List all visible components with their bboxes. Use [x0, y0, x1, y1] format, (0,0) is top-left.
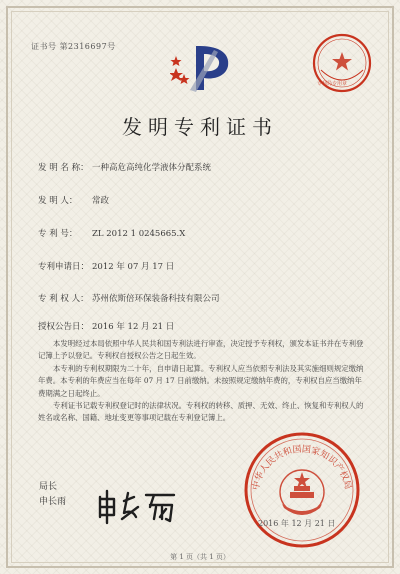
- body-paragraph: 专利证书记载专利权登记时的法律状况。专利权的转移、质押、无效、终止、恢复和专利权人的姓名或名称、国籍、地址变更等事项记载在专利登记簿上。: [38, 401, 364, 423]
- signature-role: 局长: [39, 482, 58, 492]
- handwritten-signature: [94, 487, 184, 527]
- issue-date: 2016 年 12 月 21 日: [258, 519, 336, 528]
- field-label: 专 利 号：: [38, 229, 78, 239]
- field-label: 发 明 人：: [38, 196, 78, 206]
- seal-arc-text: 中华人民共和国国家知识产权局: [251, 444, 353, 492]
- field-value: 2012 年 07 月 17 日: [92, 262, 175, 272]
- field-label: 授权公告日：: [38, 322, 90, 332]
- field-label: 专 利 权 人：: [38, 294, 89, 304]
- field-label: 专利申请日：: [38, 262, 90, 272]
- field-value: 常政: [92, 196, 110, 206]
- field-value: 苏州依斯倍环保装备科技有限公司: [92, 294, 220, 304]
- field-inventor: [38, 194, 109, 206]
- national-seal-icon: [242, 430, 362, 550]
- field-invention-name: [38, 161, 211, 173]
- signature-name: 申长雨: [39, 497, 67, 507]
- body-paragraph: 本专利的专利权期限为二十年，自申请日起算。专利权人应当依照专利法及其实施细则规定缴纳年费。本专利的年费应当在每年 07 月 17 日前缴纳。未按照规定缴纳年费的，专利权自应当缴纳年费期满之日起终止。: [38, 363, 364, 398]
- field-value: 一种高危高纯化学液体分配系统: [92, 163, 212, 173]
- certificate-body: [38, 338, 364, 425]
- patent-office-logo-icon: [170, 42, 234, 94]
- certificate-number: 证书号 第2316697号: [31, 42, 116, 51]
- top-seal-text: 专利局专用章: [317, 81, 348, 87]
- field-grant-date: [38, 320, 174, 332]
- page-number: 第 1 页（共 1 页）: [170, 553, 230, 561]
- field-patentee: [38, 292, 220, 304]
- body-paragraph: 本发明经过本局依照中华人民共和国专利法进行审查，决定授予专利权，颁发本证书并在专利登记簿上予以登记。专利权自授权公告之日起生效。: [38, 339, 364, 361]
- field-label: 发 明 名 称：: [38, 163, 89, 173]
- certificate-title: 发明专利证书: [122, 115, 278, 139]
- field-value: ZL 2012 1 0245665.X: [92, 229, 186, 239]
- field-patent-number: [38, 227, 185, 239]
- field-value: 2016 年 12 月 21 日: [92, 322, 175, 332]
- field-application-date: [38, 260, 174, 272]
